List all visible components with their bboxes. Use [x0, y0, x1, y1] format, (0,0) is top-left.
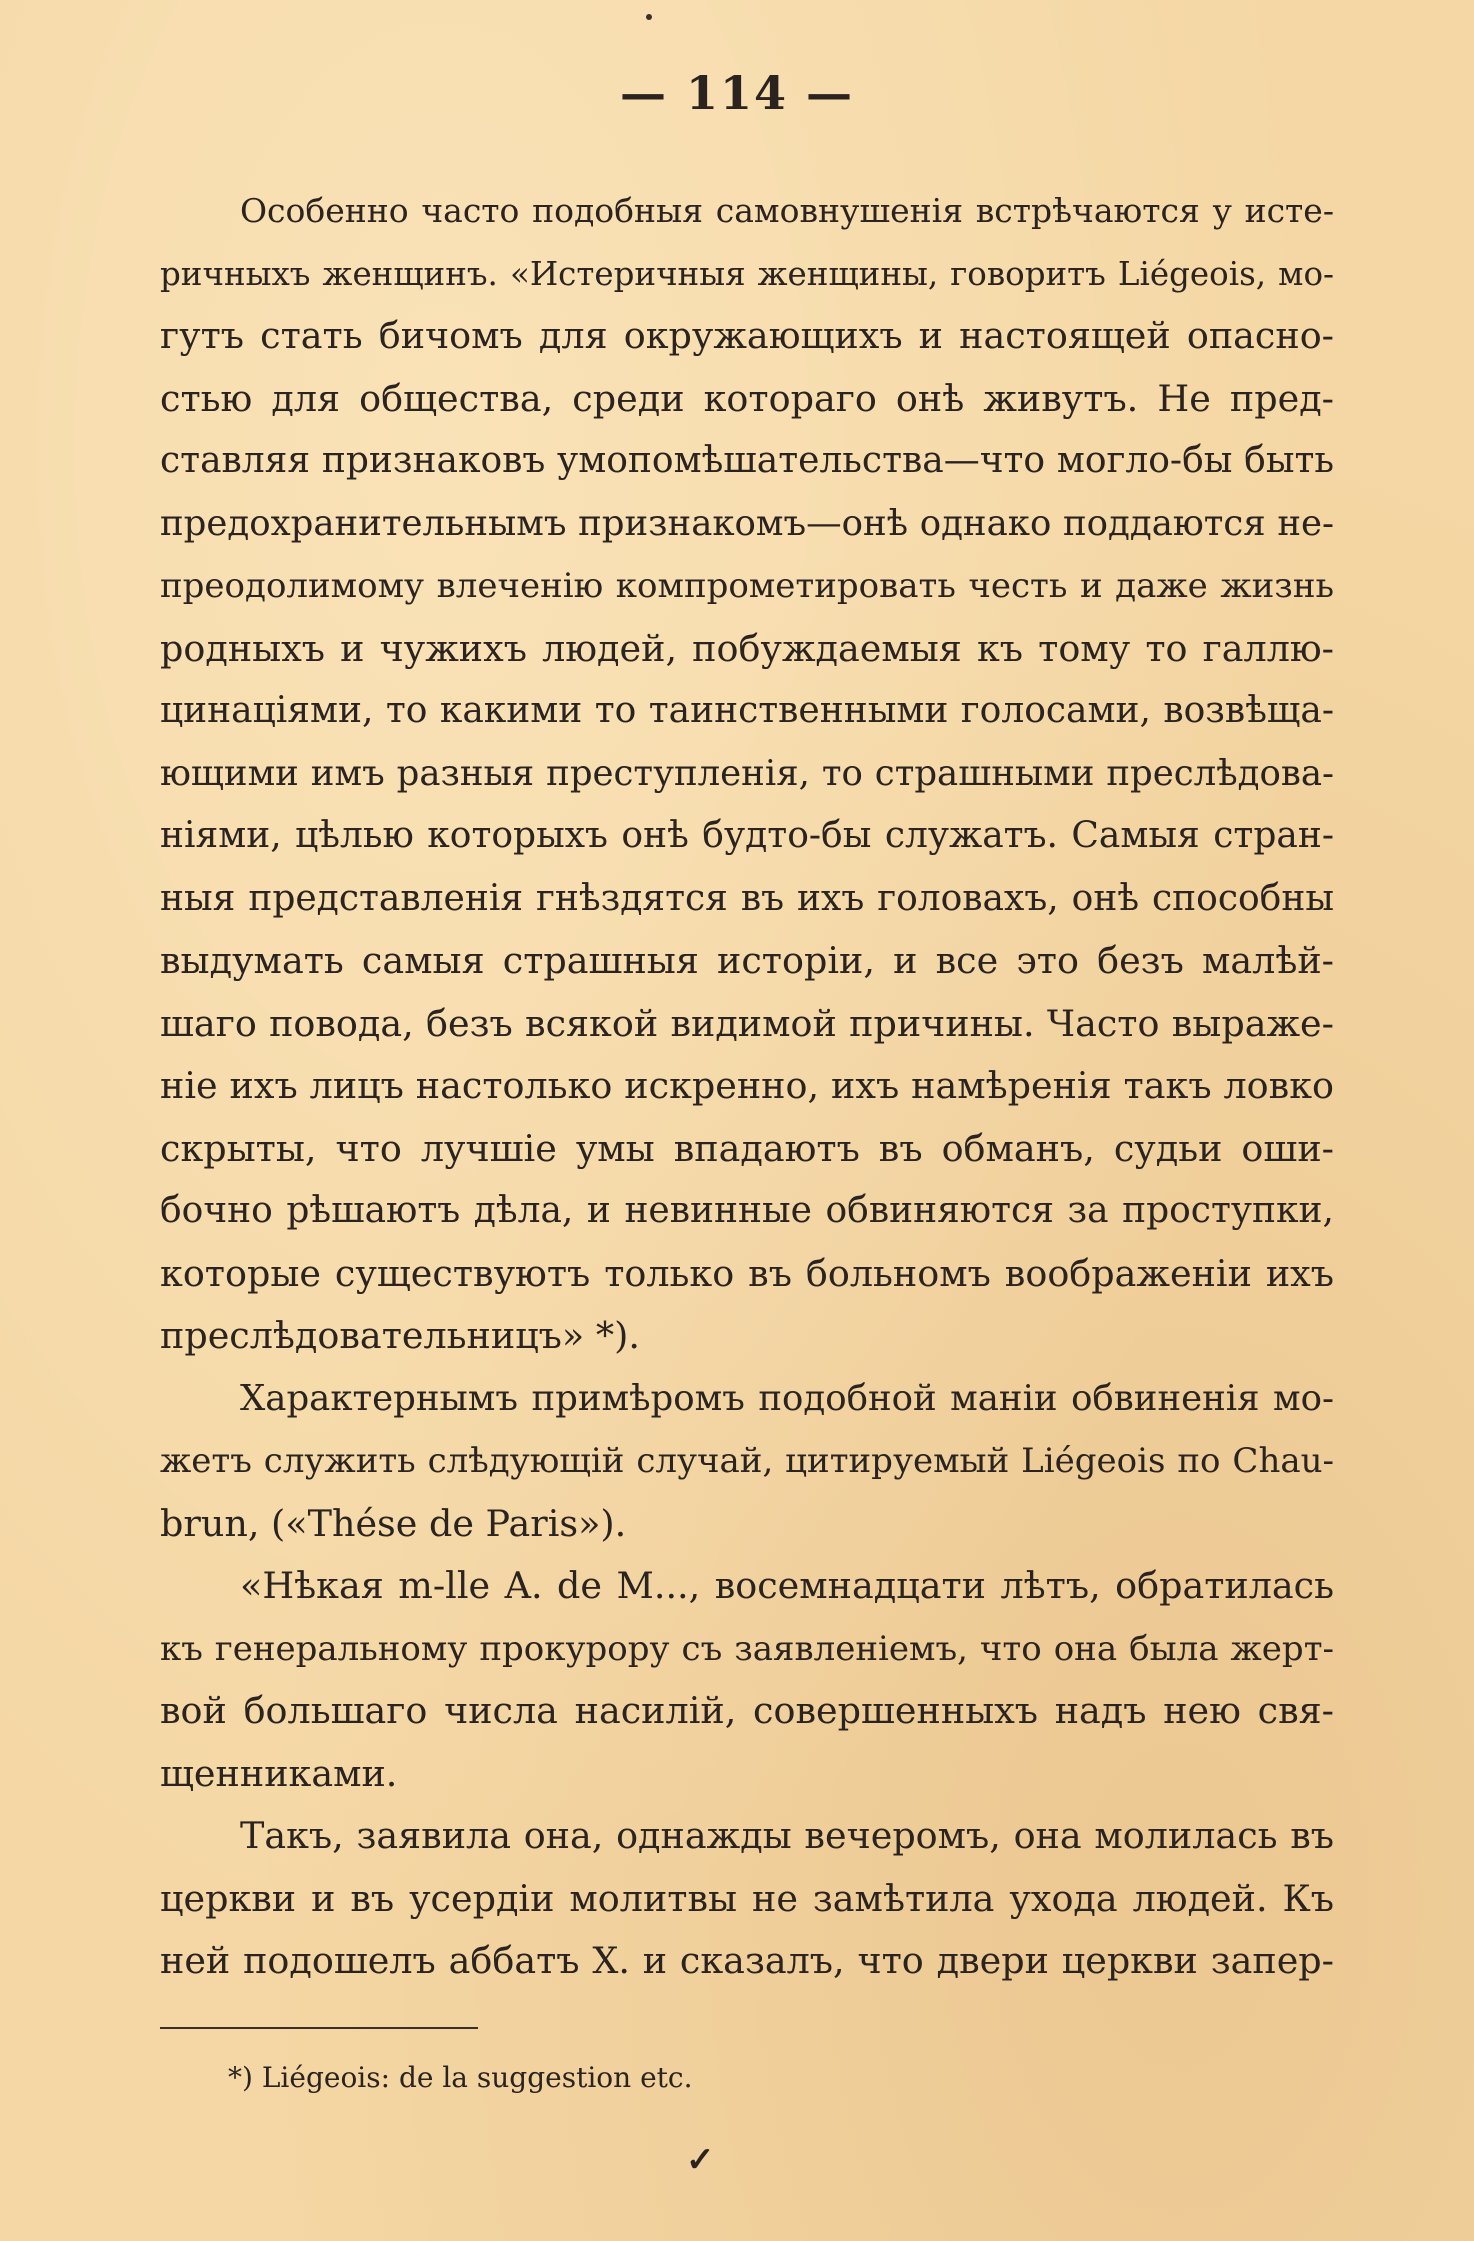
text-line: цинаціями, то какими то таинственными голосами, возвѣща-	[160, 690, 1334, 731]
text-line: шаго повода, безъ всякой видимой причины. Часто выраже-	[160, 1001, 1334, 1045]
text-line: церкви и въ усердіи молитвы не замѣтила ухода людей. Къ	[160, 1876, 1334, 1920]
text-line: которые существуютъ только въ больномъ воображеніи ихъ	[160, 1251, 1334, 1295]
text-line: бочно рѣшаютъ дѣла, и невинные обвиняются за проступки,	[160, 1190, 1334, 1231]
text-line: ніями, цѣлью которыхъ онѣ будто-бы служатъ. Самыя стран-	[160, 815, 1334, 856]
text-line: ныя представленія гнѣздятся въ ихъ головахъ, онѣ способны	[160, 877, 1334, 919]
text-line: вой большаго числа насилій, совершенныхъ надъ нею свя-	[160, 1689, 1334, 1732]
page-number: — 114 —	[619, 66, 855, 120]
body-text	[160, 180, 1334, 1993]
text-line: родныхъ и чужихъ людей, побуждаемыя къ тому то галлю-	[160, 626, 1334, 670]
text-line: Такъ, заявила она, однажды вечеромъ, она молилась въ	[240, 1814, 1334, 1857]
text-line: предохранительнымъ признакомъ—онѣ однако поддаются не-	[160, 502, 1334, 544]
text-line: стью для общества, среди котораго онѣ живутъ. Не пред-	[160, 376, 1334, 420]
text-line: къ генеральному прокурору съ заявленіемъ, что она была жерт-	[160, 1628, 1334, 1669]
text-line: ней подошелъ аббатъ X. и сказалъ, что двери церкви запер-	[160, 1939, 1334, 1982]
text-line: скрыты, что лучшіе умы впадаютъ въ обманъ, судьи оши-	[160, 1126, 1334, 1170]
text-line: ющими имъ разныя преступленія, то страшными преслѣдова-	[160, 752, 1334, 794]
text-line: «Нѣкая m-lle A. de M..., восемнадцати лѣтъ, обратилась	[240, 1564, 1334, 1607]
text-line: выдумать самыя страшныя исторіи, и все это безъ малѣй-	[160, 939, 1334, 982]
text-line: ричныхъ женщинъ. «Истеричныя женщины, говоритъ Liégeois, мо-	[160, 254, 1334, 293]
text-line: преодолимому влеченію компрометировать честь и даже жизнь	[160, 566, 1334, 606]
text-line: ставляя признаковъ умопомѣшательства—что могло-бы быть	[160, 440, 1334, 481]
ink-dot	[646, 14, 652, 20]
text-line: ніе ихъ лицъ настолько искренно, ихъ намѣренія такъ ловко	[160, 1064, 1334, 1107]
footnote-divider	[160, 2027, 478, 2029]
text-line: щенниками.	[160, 1751, 398, 1795]
signature-mark-icon: ✓	[686, 2140, 715, 2180]
text-line: brun, («Thése de Paris»).	[160, 1501, 627, 1545]
text-line: Характернымъ примѣромъ подобной маніи обвиненія мо-	[240, 1377, 1334, 1419]
text-line: жетъ служить слѣдующій случай, цитируемый Liégeois по Chau-	[160, 1441, 1334, 1481]
text-line: преслѣдовательницъ» *).	[160, 1314, 640, 1357]
text-line: Особенно часто подобныя самовнушенія встрѣчаются у исте-	[240, 191, 1334, 230]
footnote: *) Liégeois: de la suggestion etc.	[228, 2061, 693, 2094]
text-line: гутъ стать бичомъ для окружающихъ и настоящей опасно-	[160, 314, 1334, 357]
